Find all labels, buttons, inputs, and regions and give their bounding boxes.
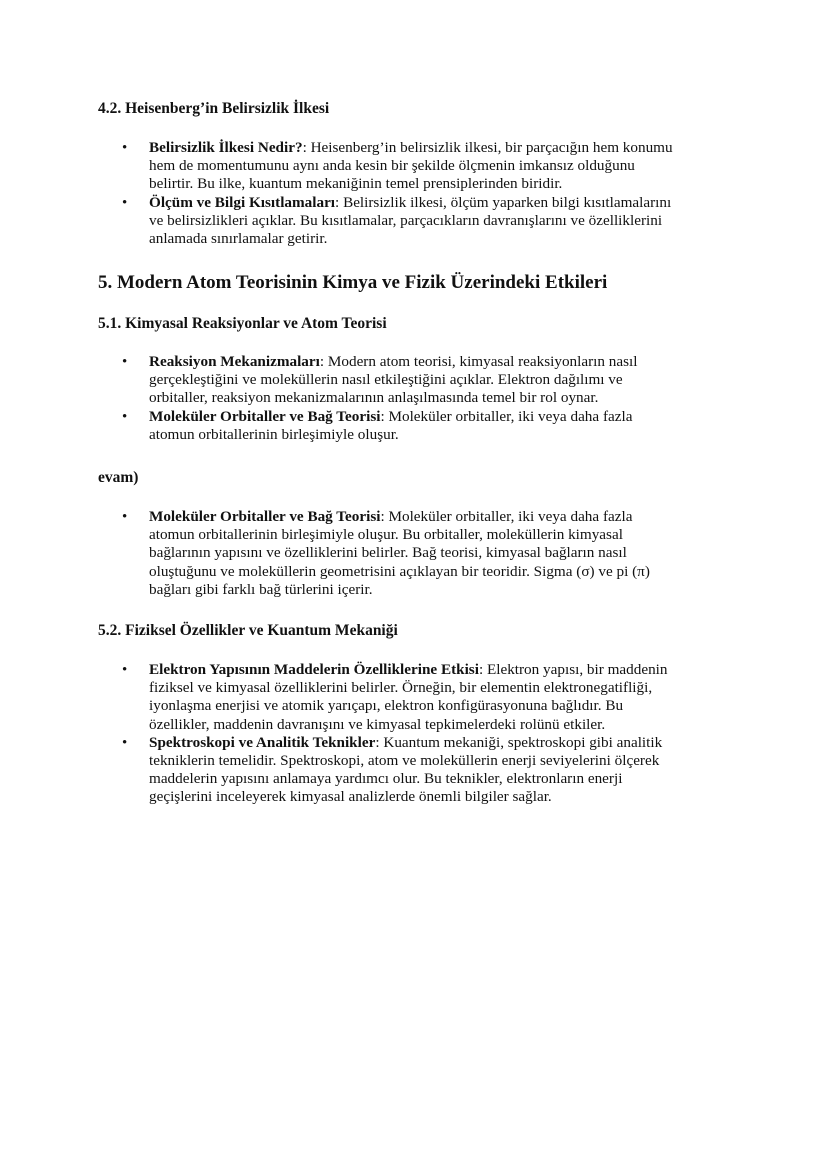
bullet-list-5-1 bbox=[0, 353, 729, 444]
bullet-icon: • bbox=[122, 194, 128, 211]
bullet-icon: • bbox=[122, 509, 128, 525]
list-item: • Ölçüm ve Bilgi Kısıtlamaları: Belirsizlik ilkesi, ölçüm yaparken bilgi kısıtlamalarını ve belirsizlikleri açıklar. Bu kısıtlamalar, parçacıkların davranışlarını ve özelliklerini anlamada sınırlamalar getirir. bbox=[122, 193, 672, 248]
list-item: • Moleküler Orbitaller ve Bağ Teorisi: Moleküler orbitaller, iki veya daha fazla atomun orbitallerinin birleşimiyle oluşur. Bu orbitaller, moleküllerin kimyasal bağlarının yapısını ve özelliklerini belirler. Bağ teorisi, kimyasal bağların nasıl oluştuğunu ve moleküllerin geometrisini açıklayan bir teoridir. Sigma (σ) ve pi (π) bağları gibi farklı bağ türlerini içerir. bbox=[122, 508, 650, 598]
heading-5-1: 5.1. Kimyasal Reaksiyonlar ve Atom Teorisi bbox=[98, 315, 387, 332]
bullet-icon: • bbox=[122, 734, 128, 751]
item-term: Moleküler Orbitaller ve Bağ Teorisi bbox=[149, 407, 381, 425]
bullet-list-5-2 bbox=[0, 661, 729, 807]
continuation-fragment: evam) bbox=[98, 469, 139, 486]
item-term: Elektron Yapısının Maddelerin Özelliklerine Etkisi bbox=[149, 661, 479, 678]
heading-5-2: 5.2. Fiziksel Özellikler ve Kuantum Mekaniği bbox=[98, 622, 398, 639]
item-term: Reaksiyon Mekanizmaları bbox=[149, 353, 320, 370]
bullet-list-4-2 bbox=[0, 139, 729, 248]
item-term: Ölçüm ve Bilgi Kısıtlamaları bbox=[149, 193, 336, 211]
list-item: • Spektroskopi ve Analitik Teknikler: Kuantum mekaniği, spektroskopi gibi analitik tekniklerin temelidir. Spektroskopi, atom ve moleküllerin enerji seviyelerini ölçerek maddelerin yapısını anlamaya yardımcı olur. Bu teknikler, elektronların enerji geçişlerini inceleyerek kimyasal analizlerde önemli bilgiler sağlar. bbox=[122, 733, 663, 806]
heading-4-2: 4.2. Heisenberg’in Belirsizlik İlkesi bbox=[98, 100, 330, 117]
bullet-icon: • bbox=[122, 662, 128, 678]
list-item: • Moleküler Orbitaller ve Bağ Teorisi: Moleküler orbitaller, iki veya daha fazla atomun orbitallerinin birleşimiyle oluşur. bbox=[122, 407, 633, 443]
bullet-list-continuation bbox=[0, 508, 729, 599]
list-item: • Elektron Yapısının Maddelerin Özelliklerine Etkisi: Elektron yapısı, bir maddenin fiziksel ve kimyasal özelliklerini belirler. Örneğin, bir elementin elektronegatifliği, iyonlaşma enerjisi ve atomik yarıçapı, elektron konfigürasyonuna bağlıdır. Bu özellikler, maddenin davranışını ve kimyasal tepkimelerdeki rolünü etkiler. bbox=[122, 661, 668, 733]
bullet-icon: • bbox=[122, 140, 128, 156]
bullet-icon: • bbox=[122, 408, 128, 425]
list-item: • Belirsizlik İlkesi Nedir?: Heisenberg’in belirsizlik ilkesi, bir parçacığın hem konumu hem de momentumunu aynı anda kesin bir şekilde ölçmenin imkansız olduğunu belirtir. Bu ilke, kuantum mekaniğinin temel prensiplerinden biridir. bbox=[122, 139, 673, 193]
item-term: Spektroskopi ve Analitik Teknikler bbox=[149, 733, 376, 751]
item-term: Moleküler Orbitaller ve Bağ Teorisi bbox=[149, 508, 381, 525]
bullet-icon: • bbox=[122, 354, 128, 370]
heading-5: 5. Modern Atom Teorisinin Kimya ve Fizik Üzerindeki Etkileri bbox=[98, 272, 608, 293]
list-item: • Reaksiyon Mekanizmaları: Modern atom teorisi, kimyasal reaksiyonların nasıl gerçekleştiğini ve moleküllerin nasıl etkileştiğini açıklar. Elektron dağılımı ve orbitaller, reaksiyon mekanizmalarının anlaşılmasında temel bir rol oynar. bbox=[122, 353, 638, 407]
item-term: Belirsizlik İlkesi Nedir? bbox=[149, 139, 303, 156]
